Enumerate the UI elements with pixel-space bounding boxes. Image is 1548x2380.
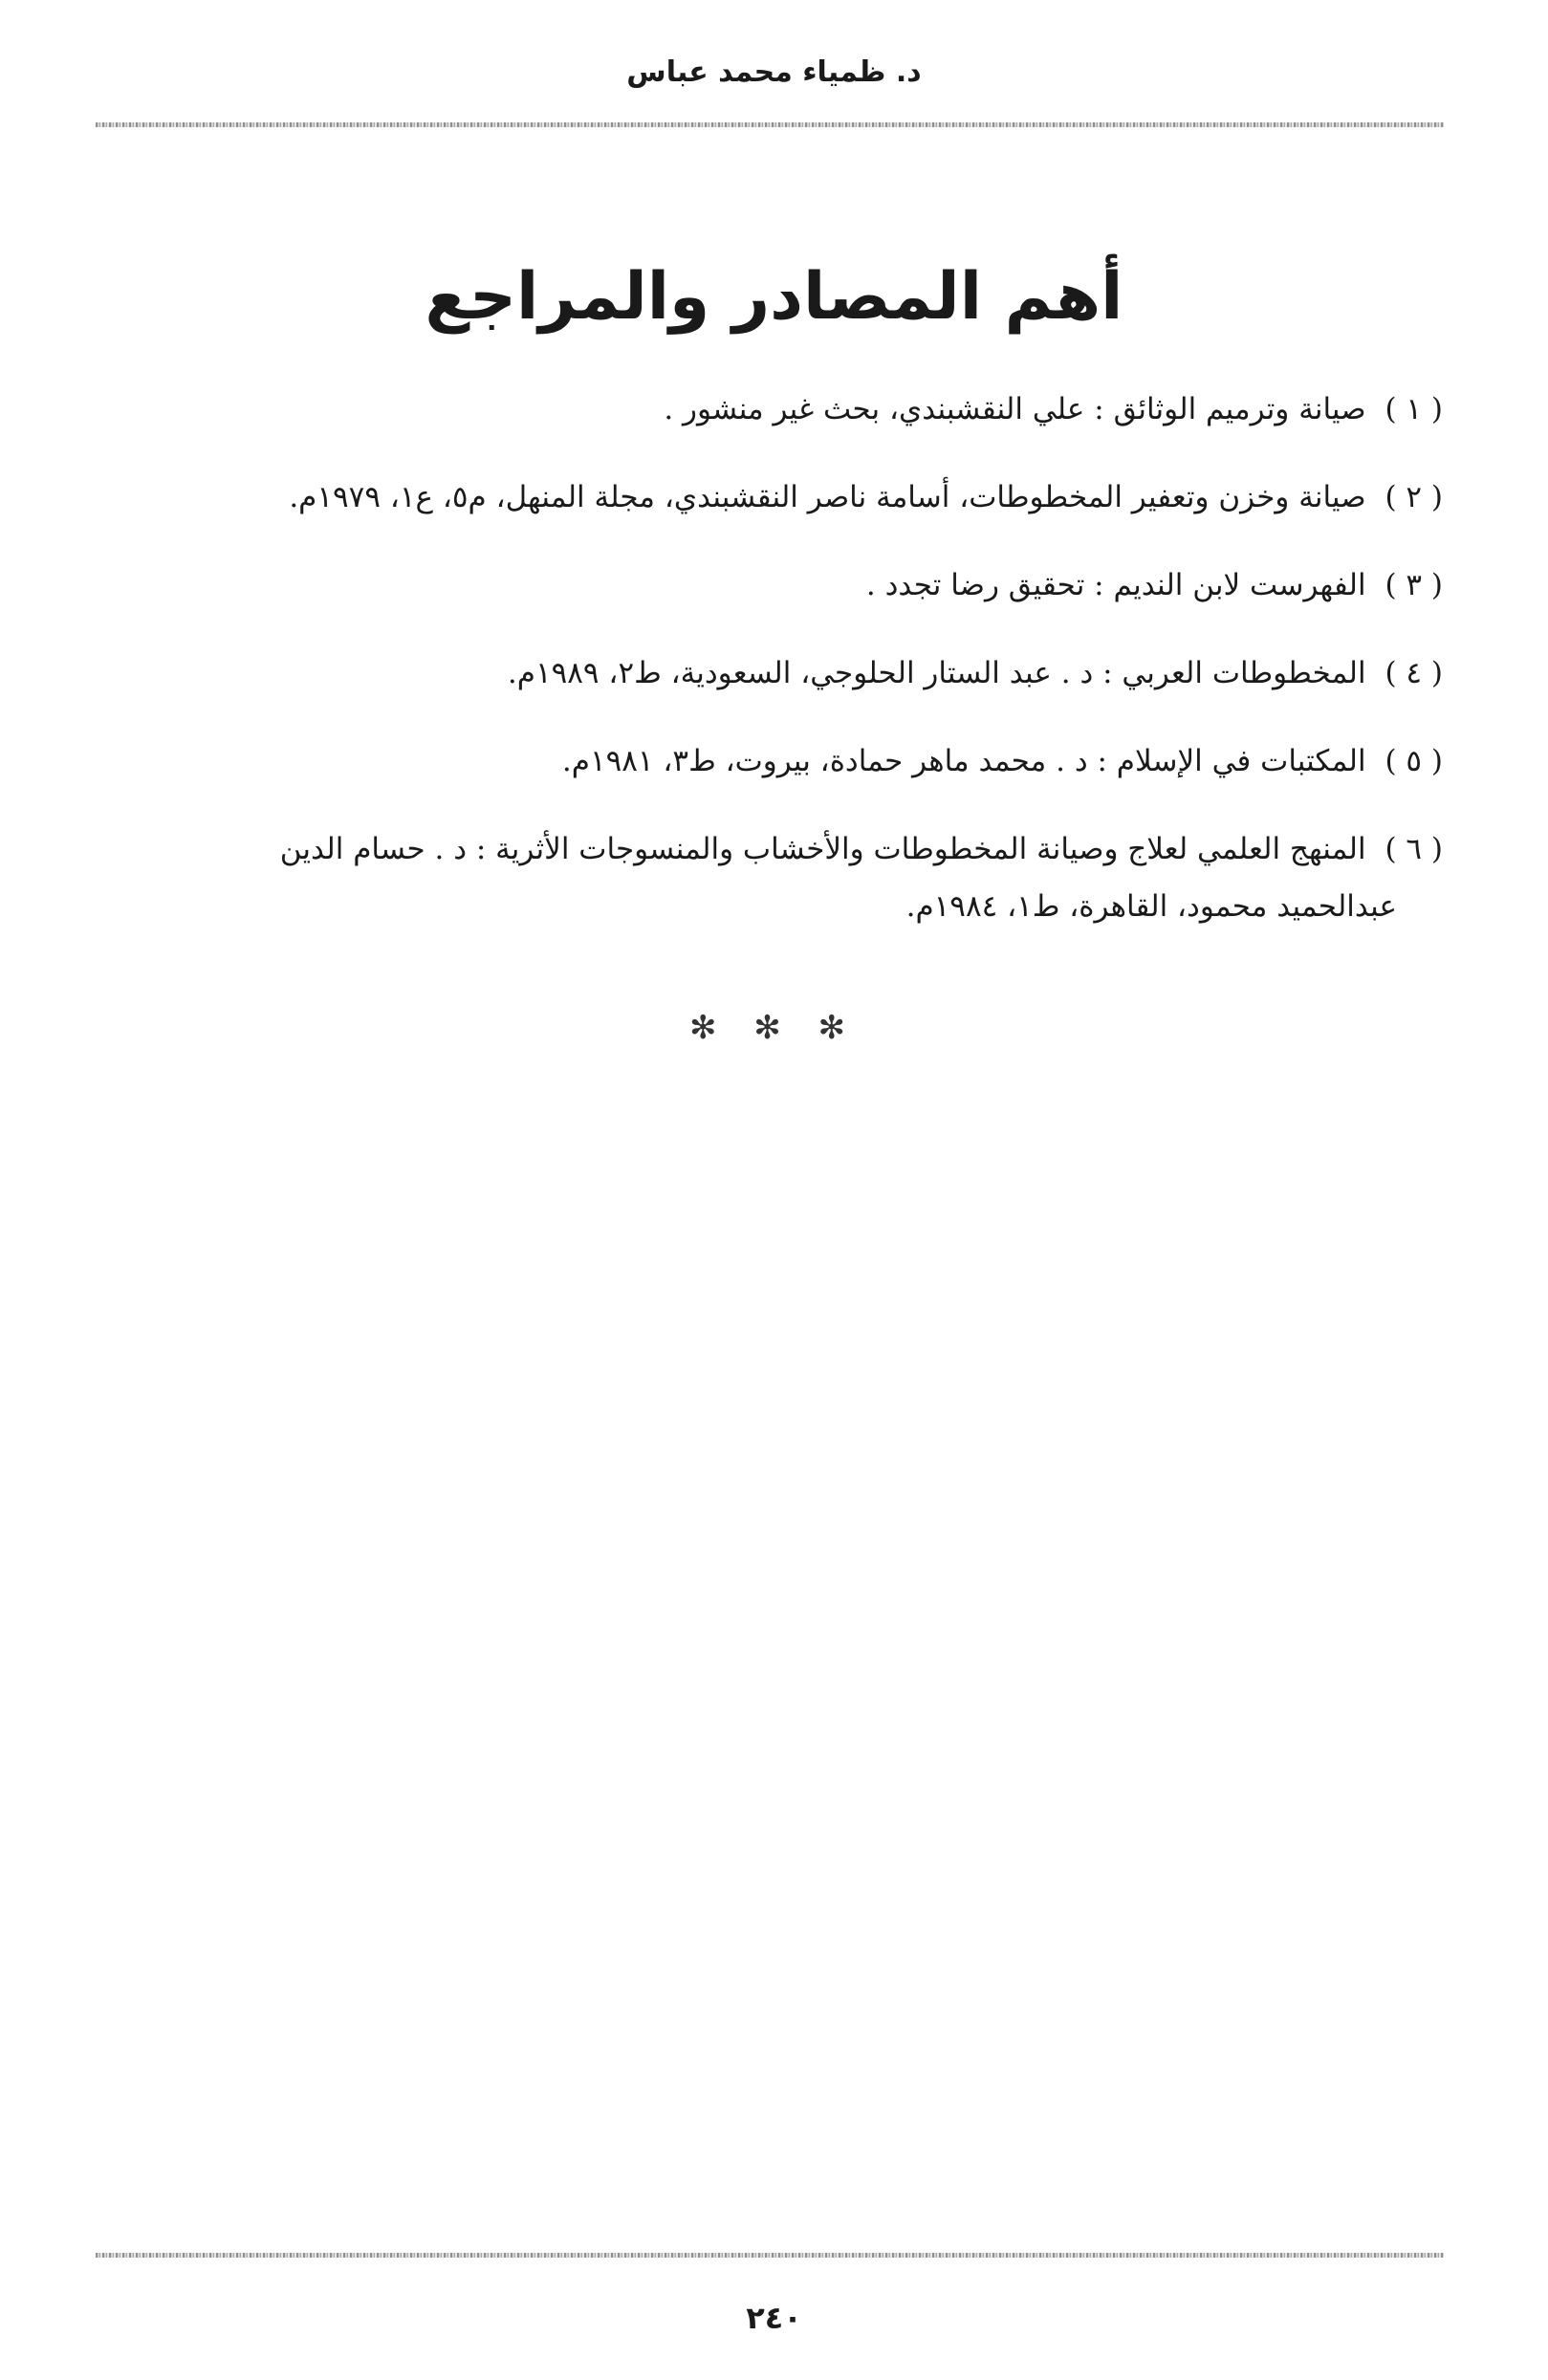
reference-text-continuation: عبدالحميد محمود، القاهرة، ط١، ١٩٨٤م. bbox=[905, 889, 1397, 924]
reference-item bbox=[85, 820, 1443, 935]
reference-text: صيانة وترميم الوثائق : علي النقشبندي، بحث غير منشور . bbox=[664, 392, 1366, 426]
reference-item bbox=[85, 732, 1443, 790]
footer-rule bbox=[96, 2253, 1444, 2258]
reference-number: ( ٥ ) bbox=[1384, 744, 1443, 778]
reference-number: ( ٦ ) bbox=[1384, 832, 1443, 866]
reference-number: ( ٣ ) bbox=[1384, 568, 1443, 602]
section-title: أهم المصادر والمراجع bbox=[425, 259, 1123, 335]
reference-item bbox=[85, 557, 1443, 614]
reference-text: المخطوطات العربي : د . عبد الستار الحلوجي، السعودية، ط٢، ١٩٨٩م. bbox=[507, 656, 1366, 690]
reference-text: المنهج العلمي لعلاج وصيانة المخطوطات والأخشاب والمنسوجات الأثرية : د . حسام الدين bbox=[279, 832, 1366, 866]
section-end-ornament: ✻ ✻ ✻ bbox=[688, 1009, 860, 1047]
reference-item bbox=[85, 644, 1443, 702]
reference-item bbox=[85, 469, 1443, 526]
reference-number: ( ١ ) bbox=[1384, 392, 1443, 426]
reference-text: المكتبات في الإسلام : د . محمد ماهر حمادة، بيروت، ط٣، ١٩٨١م. bbox=[561, 744, 1366, 778]
running-header-author: د. ظمياء محمد عباس bbox=[626, 55, 922, 89]
reference-item bbox=[85, 381, 1443, 438]
references-list bbox=[85, 381, 1443, 966]
reference-number: ( ٢ ) bbox=[1384, 480, 1443, 514]
header-rule bbox=[96, 122, 1444, 127]
page-number: ٢٤٠ bbox=[746, 2300, 802, 2336]
reference-text: صيانة وخزن وتعفير المخطوطات، أسامة ناصر النقشبندي، مجلة المنهل، م٥، ع١، ١٩٧٩م. bbox=[289, 480, 1366, 514]
reference-number: ( ٤ ) bbox=[1384, 656, 1443, 690]
reference-text: الفهرست لابن النديم : تحقيق رضا تجدد . bbox=[865, 568, 1366, 602]
